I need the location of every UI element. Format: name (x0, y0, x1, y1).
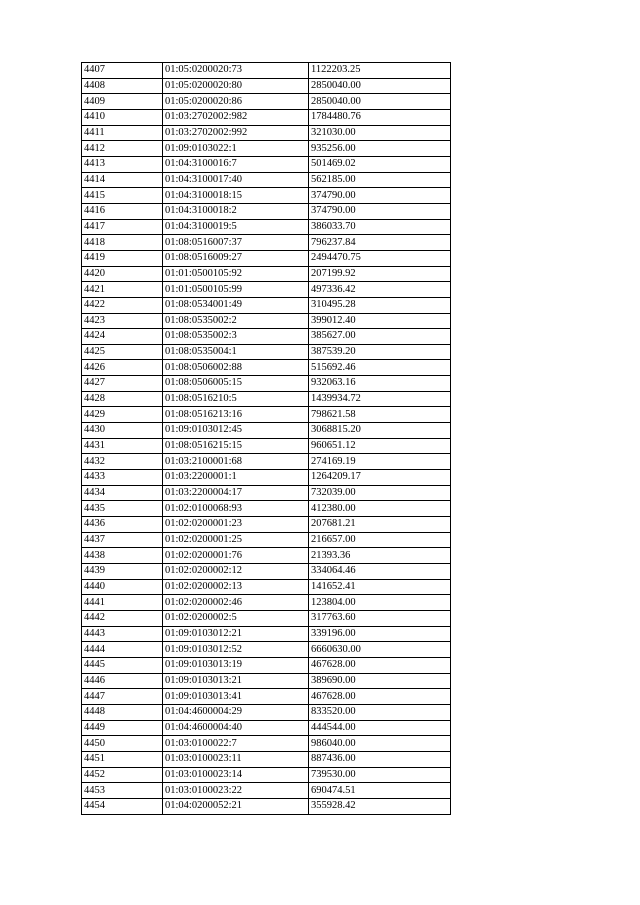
cadastral-number-cell: 01:04:4600004:40 (163, 720, 309, 736)
table-row (82, 282, 451, 298)
row-number-cell: 4440 (82, 579, 163, 595)
table-row (82, 235, 451, 251)
value-cell: 1439934.72 (309, 391, 451, 407)
row-number-cell: 4413 (82, 156, 163, 172)
cadastral-number-cell: 01:04:0200052:21 (163, 798, 309, 814)
table-row (82, 94, 451, 110)
cadastral-number-cell: 01:09:0103022:1 (163, 141, 309, 157)
table-row (82, 219, 451, 235)
table-row (82, 78, 451, 94)
cadastral-number-cell: 01:03:0100023:14 (163, 767, 309, 783)
table-row (82, 564, 451, 580)
row-number-cell: 4432 (82, 454, 163, 470)
cadastral-number-cell: 01:08:0535002:3 (163, 329, 309, 345)
row-number-cell: 4451 (82, 751, 163, 767)
table-row (82, 423, 451, 439)
value-cell: 216657.00 (309, 532, 451, 548)
cadastral-number-cell: 01:08:0516210:5 (163, 391, 309, 407)
value-cell: 932063.16 (309, 376, 451, 392)
row-number-cell: 4442 (82, 610, 163, 626)
table-row (82, 438, 451, 454)
row-number-cell: 4423 (82, 313, 163, 329)
cadastral-number-cell: 01:08:0534001:49 (163, 297, 309, 313)
row-number-cell: 4454 (82, 798, 163, 814)
value-cell: 497336.42 (309, 282, 451, 298)
value-cell: 3068815.20 (309, 423, 451, 439)
value-cell: 2850040.00 (309, 94, 451, 110)
cadastral-number-cell: 01:08:0516215:15 (163, 438, 309, 454)
value-cell: 321030.00 (309, 125, 451, 141)
table-row (82, 203, 451, 219)
cadastral-number-cell: 01:08:0535004:1 (163, 344, 309, 360)
value-cell: 501469.02 (309, 156, 451, 172)
value-cell: 412380.00 (309, 501, 451, 517)
row-number-cell: 4414 (82, 172, 163, 188)
row-number-cell: 4438 (82, 548, 163, 564)
value-cell: 986040.00 (309, 736, 451, 752)
table-row (82, 657, 451, 673)
value-cell: 960651.12 (309, 438, 451, 454)
value-cell: 515692.46 (309, 360, 451, 376)
value-cell: 796237.84 (309, 235, 451, 251)
value-cell: 1122203.25 (309, 63, 451, 79)
table-row (82, 595, 451, 611)
cadastral-number-cell: 01:09:0103012:45 (163, 423, 309, 439)
value-cell: 2494470.75 (309, 250, 451, 266)
cadastral-number-cell: 01:02:0200001:76 (163, 548, 309, 564)
table-row (82, 156, 451, 172)
row-number-cell: 4435 (82, 501, 163, 517)
row-number-cell: 4443 (82, 626, 163, 642)
value-cell: 21393.36 (309, 548, 451, 564)
cadastral-number-cell: 01:04:3100018:15 (163, 188, 309, 204)
value-cell: 1264209.17 (309, 470, 451, 486)
row-number-cell: 4450 (82, 736, 163, 752)
row-number-cell: 4415 (82, 188, 163, 204)
cadastral-number-cell: 01:02:0100068:93 (163, 501, 309, 517)
value-cell: 467628.00 (309, 657, 451, 673)
table-row (82, 783, 451, 799)
value-cell: 444544.00 (309, 720, 451, 736)
table-row (82, 360, 451, 376)
table-row (82, 767, 451, 783)
table-row (82, 109, 451, 125)
table-row (82, 266, 451, 282)
cadastral-number-cell: 01:04:3100017:40 (163, 172, 309, 188)
row-number-cell: 4420 (82, 266, 163, 282)
table-row (82, 188, 451, 204)
row-number-cell: 4436 (82, 517, 163, 533)
cadastral-number-cell: 01:08:0516213:16 (163, 407, 309, 423)
value-cell: 123804.00 (309, 595, 451, 611)
row-number-cell: 4427 (82, 376, 163, 392)
table-row (82, 297, 451, 313)
row-number-cell: 4422 (82, 297, 163, 313)
table-row (82, 485, 451, 501)
cadastral-number-cell: 01:08:0535002:2 (163, 313, 309, 329)
row-number-cell: 4426 (82, 360, 163, 376)
row-number-cell: 4410 (82, 109, 163, 125)
table-row (82, 517, 451, 533)
table-row (82, 532, 451, 548)
row-number-cell: 4434 (82, 485, 163, 501)
row-number-cell: 4425 (82, 344, 163, 360)
cadastral-number-cell: 01:09:0103012:21 (163, 626, 309, 642)
value-cell: 562185.00 (309, 172, 451, 188)
row-number-cell: 4431 (82, 438, 163, 454)
cadastral-number-cell: 01:09:0103013:19 (163, 657, 309, 673)
row-number-cell: 4408 (82, 78, 163, 94)
table-row (82, 579, 451, 595)
table-row (82, 329, 451, 345)
row-number-cell: 4430 (82, 423, 163, 439)
row-number-cell: 4448 (82, 704, 163, 720)
table-row (82, 501, 451, 517)
value-cell: 887436.00 (309, 751, 451, 767)
row-number-cell: 4449 (82, 720, 163, 736)
value-cell: 732039.00 (309, 485, 451, 501)
value-cell: 355928.42 (309, 798, 451, 814)
row-number-cell: 4421 (82, 282, 163, 298)
table-row (82, 626, 451, 642)
row-number-cell: 4437 (82, 532, 163, 548)
value-cell: 1784480.76 (309, 109, 451, 125)
value-cell: 833520.00 (309, 704, 451, 720)
cadastral-number-cell: 01:02:0200001:23 (163, 517, 309, 533)
value-cell: 374790.00 (309, 188, 451, 204)
cadastral-number-cell: 01:08:0506005:15 (163, 376, 309, 392)
cadastral-number-cell: 01:03:0100023:11 (163, 751, 309, 767)
cadastral-number-cell: 01:02:0200002:5 (163, 610, 309, 626)
table-body (82, 63, 451, 815)
value-cell: 690474.51 (309, 783, 451, 799)
table-row (82, 610, 451, 626)
table-row (82, 454, 451, 470)
value-cell: 207199.92 (309, 266, 451, 282)
value-cell: 274169.19 (309, 454, 451, 470)
cadastral-number-cell: 01:03:0100022:7 (163, 736, 309, 752)
table-row (82, 250, 451, 266)
table-row (82, 798, 451, 814)
row-number-cell: 4444 (82, 642, 163, 658)
cadastral-number-cell: 01:08:0516009:27 (163, 250, 309, 266)
row-number-cell: 4409 (82, 94, 163, 110)
table-row (82, 751, 451, 767)
row-number-cell: 4453 (82, 783, 163, 799)
table-row (82, 391, 451, 407)
cadastral-number-cell: 01:04:3100016:7 (163, 156, 309, 172)
cadastral-number-cell: 01:02:0200002:46 (163, 595, 309, 611)
table-row (82, 376, 451, 392)
table-row (82, 704, 451, 720)
row-number-cell: 4447 (82, 689, 163, 705)
cadastral-number-cell: 01:03:2702002:982 (163, 109, 309, 125)
value-cell: 798621.58 (309, 407, 451, 423)
value-cell: 334064.46 (309, 564, 451, 580)
cadastral-number-cell: 01:05:0200020:73 (163, 63, 309, 79)
table-row (82, 313, 451, 329)
value-cell: 467628.00 (309, 689, 451, 705)
table-row (82, 689, 451, 705)
row-number-cell: 4441 (82, 595, 163, 611)
cadastral-number-cell: 01:01:0500105:99 (163, 282, 309, 298)
row-number-cell: 4446 (82, 673, 163, 689)
cadastral-number-cell: 01:02:0200002:13 (163, 579, 309, 595)
row-number-cell: 4429 (82, 407, 163, 423)
table-row (82, 470, 451, 486)
cadastral-number-cell: 01:05:0200020:86 (163, 94, 309, 110)
row-number-cell: 4439 (82, 564, 163, 580)
row-number-cell: 4407 (82, 63, 163, 79)
value-cell: 387539.20 (309, 344, 451, 360)
value-cell: 310495.28 (309, 297, 451, 313)
row-number-cell: 4419 (82, 250, 163, 266)
value-cell: 739530.00 (309, 767, 451, 783)
table-row (82, 407, 451, 423)
row-number-cell: 4417 (82, 219, 163, 235)
table-row (82, 141, 451, 157)
cadastral-number-cell: 01:03:2200004:17 (163, 485, 309, 501)
value-cell: 339196.00 (309, 626, 451, 642)
value-cell: 935256.00 (309, 141, 451, 157)
value-cell: 317763.60 (309, 610, 451, 626)
table-row (82, 736, 451, 752)
cadastral-number-cell: 01:04:3100019:5 (163, 219, 309, 235)
cadastral-number-cell: 01:08:0516007:37 (163, 235, 309, 251)
cadastral-number-cell: 01:03:2100001:68 (163, 454, 309, 470)
table-row (82, 642, 451, 658)
cadastral-number-cell: 01:02:0200001:25 (163, 532, 309, 548)
cadastral-number-cell: 01:04:3100018:2 (163, 203, 309, 219)
value-cell: 399012.40 (309, 313, 451, 329)
value-cell: 389690.00 (309, 673, 451, 689)
row-number-cell: 4424 (82, 329, 163, 345)
row-number-cell: 4411 (82, 125, 163, 141)
cadastral-number-cell: 01:03:2200001:1 (163, 470, 309, 486)
table-row (82, 172, 451, 188)
row-number-cell: 4428 (82, 391, 163, 407)
table-row (82, 548, 451, 564)
value-cell: 2850040.00 (309, 78, 451, 94)
cadastral-number-cell: 01:01:0500105:92 (163, 266, 309, 282)
value-cell: 6660630.00 (309, 642, 451, 658)
row-number-cell: 4445 (82, 657, 163, 673)
value-cell: 385627.00 (309, 329, 451, 345)
cadastral-number-cell: 01:08:0506002:88 (163, 360, 309, 376)
cadastral-number-cell: 01:09:0103013:21 (163, 673, 309, 689)
cadastral-number-cell: 01:03:0100023:22 (163, 783, 309, 799)
cadastral-number-cell: 01:09:0103012:52 (163, 642, 309, 658)
value-cell: 386033.70 (309, 219, 451, 235)
value-cell: 141652.41 (309, 579, 451, 595)
data-table (81, 62, 451, 815)
cadastral-number-cell: 01:05:0200020:80 (163, 78, 309, 94)
cadastral-number-cell: 01:02:0200002:12 (163, 564, 309, 580)
cadastral-number-cell: 01:09:0103013:41 (163, 689, 309, 705)
table-row (82, 125, 451, 141)
row-number-cell: 4418 (82, 235, 163, 251)
row-number-cell: 4433 (82, 470, 163, 486)
value-cell: 374790.00 (309, 203, 451, 219)
cadastral-number-cell: 01:04:4600004:29 (163, 704, 309, 720)
table-row (82, 63, 451, 79)
cadastral-number-cell: 01:03:2702002:992 (163, 125, 309, 141)
value-cell: 207681.21 (309, 517, 451, 533)
row-number-cell: 4452 (82, 767, 163, 783)
table-row (82, 344, 451, 360)
table-row (82, 673, 451, 689)
row-number-cell: 4416 (82, 203, 163, 219)
table-row (82, 720, 451, 736)
row-number-cell: 4412 (82, 141, 163, 157)
